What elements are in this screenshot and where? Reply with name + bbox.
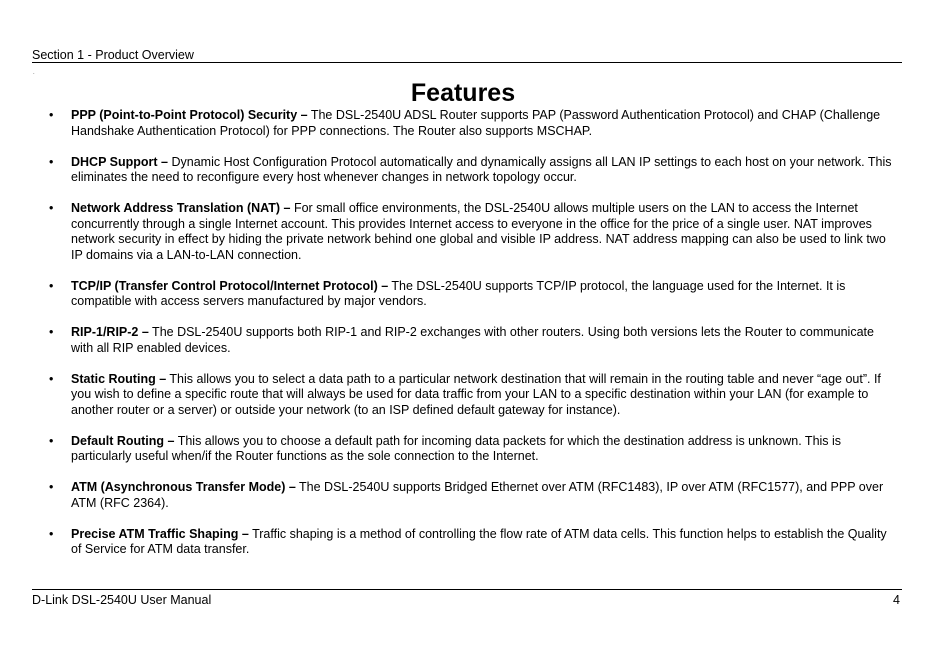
bullet-icon: • (49, 325, 54, 339)
feature-item-traffic-shaping (0, 527, 897, 558)
feature-name: RIP-1/RIP-2 – (71, 325, 149, 339)
features-list (0, 108, 936, 573)
feature-name: ATM (Asynchronous Transfer Mode) – (71, 480, 296, 494)
feature-name: DHCP Support – (71, 154, 168, 169)
feature-description: The DSL-2540U ADSL Router supports PAP (Password Authentication Protocol) and CHAP (Challenge Handshake Authentication Protocol) for PPP connections. The Router also supports MSCHAP. (71, 108, 881, 138)
bullet-icon: • (49, 480, 54, 494)
feature-item-rip (0, 325, 897, 356)
section-title: Section 1 - Product Overview (32, 48, 194, 62)
feature-item-nat (0, 201, 897, 263)
feature-description: Dynamic Host Configuration Protocol automatically and dynamically assigns all LAN IP settings to each host on your network. This eliminates the need to reconfigure every host whenever changes in network topology occur. (71, 154, 892, 184)
feature-name: Static Routing – (71, 371, 167, 386)
feature-description: Traffic shaping is a method of controlling the flow rate of ATM data cells. This function helps to establish the Quality of Service for ATM data transfer. (71, 526, 887, 556)
feature-item-default-routing (0, 434, 897, 465)
bullet-icon: • (49, 154, 54, 169)
feature-item-tcpip (0, 279, 897, 310)
feature-description: The DSL-2540U supports both RIP-1 and RIP-2 exchanges with other routers. Using both versions lets the Router to communicate with all RIP enabled devices. (71, 325, 874, 355)
page-footer (32, 589, 902, 607)
feature-name: TCP/IP (Transfer Control Protocol/Internet Protocol) – (71, 278, 389, 293)
feature-item-static-routing (0, 372, 897, 419)
bullet-icon: • (49, 108, 54, 122)
manual-title: D-Link DSL-2540U User Manual (32, 593, 212, 607)
feature-name: PPP (Point-to-Point Protocol) Security – (71, 108, 308, 122)
feature-name: Default Routing – (71, 433, 175, 448)
page-number: 4 (893, 593, 900, 607)
bullet-icon: • (49, 526, 54, 541)
bullet-icon: • (49, 433, 54, 448)
feature-name: Precise ATM Traffic Shaping – (71, 526, 249, 541)
divider-mark: . (33, 70, 35, 76)
feature-description: The DSL-2540U supports TCP/IP protocol, the language used for the Internet. It is compatible with access servers manufactured by major vendors. (71, 278, 846, 308)
feature-description: For small office environments, the DSL-2540U allows multiple users on the LAN to access the Internet concurrently through a single Internet account. This provides Internet access to everyone in the office for the price of a single user. NAT improves network security in effect by hiding the private network behind one global and visible IP address. NAT address mapping can also be used to link two IP domains via a LAN-to-LAN connection. (71, 201, 886, 262)
feature-name: Network Address Translation (NAT) – (71, 201, 291, 215)
bullet-icon: • (49, 201, 54, 215)
page-title: Features (410, 79, 516, 107)
bullet-icon: • (49, 371, 54, 386)
feature-description: This allows you to select a data path to a particular network destination that will remain in the routing table and never “age out”. If you wish to define a specific route that will always be used for data traffic from your LAN to a specific destination within your LAN (for example to another router or a server) or outside your network (to an ISP defined default gateway for instance). (71, 371, 881, 417)
feature-item-atm (0, 480, 897, 511)
feature-description: This allows you to choose a default path for incoming data packets for which the destination address is unknown. This is particularly useful when/if the Router functions as the sole connection to the Internet. (71, 433, 842, 463)
feature-description: The DSL-2540U supports Bridged Ethernet over ATM (RFC1483), IP over ATM (RFC1577), and PPP over ATM (RFC 2364). (71, 480, 884, 510)
feature-item-ppp (0, 108, 897, 139)
page-header (32, 46, 902, 63)
feature-item-dhcp (0, 155, 897, 186)
bullet-icon: • (49, 278, 54, 293)
